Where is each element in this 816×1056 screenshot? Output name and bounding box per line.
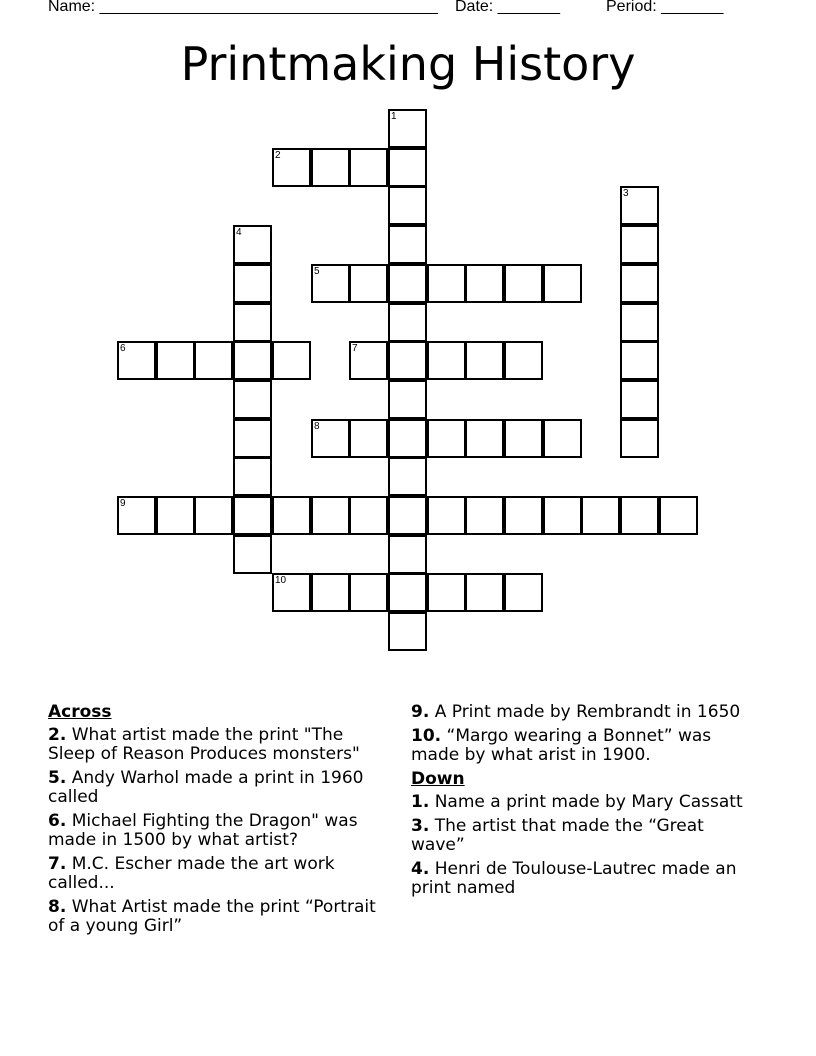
clue-down-4: 4. Henri de Toulouse-Lautrec made an print named <box>411 859 737 898</box>
crossword-cell[interactable] <box>388 573 427 612</box>
crossword-cell[interactable] <box>427 573 466 612</box>
crossword-cell[interactable] <box>233 303 272 342</box>
crossword-cell[interactable] <box>427 341 466 380</box>
clue-number: 6 <box>120 343 126 354</box>
across-clues <box>48 703 393 941</box>
crossword-cell[interactable] <box>311 496 350 535</box>
crossword-cell[interactable] <box>388 496 427 535</box>
crossword-cell[interactable] <box>233 496 272 535</box>
clue-down-3: 3. The artist that made the “Great wave” <box>411 816 704 855</box>
crossword-cell[interactable] <box>465 419 504 458</box>
crossword-cell[interactable] <box>233 225 272 264</box>
crossword-cell[interactable] <box>659 496 698 535</box>
crossword-cell[interactable] <box>427 496 466 535</box>
page-title: Printmaking History <box>180 37 636 91</box>
crossword-cell[interactable] <box>233 264 272 303</box>
crossword-cell[interactable] <box>465 264 504 303</box>
name-field[interactable]: Name: ______________________________________ <box>48 0 438 15</box>
clue-across-8: 8. What Artist made the print “Portrait of a young Girl” <box>48 897 376 936</box>
down-heading: Down <box>411 769 465 789</box>
crossword-cell[interactable] <box>311 573 350 612</box>
crossword-cell[interactable] <box>427 264 466 303</box>
crossword-cell[interactable] <box>233 419 272 458</box>
crossword-cell[interactable] <box>311 264 350 303</box>
crossword-cell[interactable] <box>233 380 272 419</box>
crossword-cell[interactable] <box>388 341 427 380</box>
crossword-cell[interactable] <box>233 341 272 380</box>
clue-across-5: 5. Andy Warhol made a print in 1960 called <box>48 768 364 807</box>
clue-number: 7 <box>352 343 358 354</box>
crossword-cell[interactable] <box>272 496 311 535</box>
crossword-cell[interactable] <box>272 148 311 187</box>
clue-number: 2 <box>275 150 281 161</box>
clue-across-7: 7. M.C. Escher made the art work called... <box>48 854 335 893</box>
crossword-cell[interactable] <box>620 380 659 419</box>
clue-number: 9 <box>120 498 126 509</box>
crossword-cell[interactable] <box>194 496 233 535</box>
crossword-cell[interactable] <box>620 341 659 380</box>
crossword-cell[interactable] <box>388 419 427 458</box>
across-heading: Across <box>48 702 112 722</box>
crossword-cell[interactable] <box>620 264 659 303</box>
crossword-cell[interactable] <box>156 341 195 380</box>
crossword-cell[interactable] <box>388 225 427 264</box>
crossword-cell[interactable] <box>349 419 388 458</box>
crossword-cell[interactable] <box>504 264 543 303</box>
crossword-cell[interactable] <box>620 186 659 225</box>
crossword-cell[interactable] <box>504 341 543 380</box>
crossword-cell[interactable] <box>388 109 427 148</box>
crossword-cell[interactable] <box>465 341 504 380</box>
clue-number: 1 <box>391 111 397 122</box>
crossword-cell[interactable] <box>272 573 311 612</box>
crossword-cell[interactable] <box>620 303 659 342</box>
clue-number: 10 <box>275 575 287 586</box>
crossword-cell[interactable] <box>620 419 659 458</box>
crossword-cell[interactable] <box>388 303 427 342</box>
crossword-cell[interactable] <box>117 341 156 380</box>
crossword-cell[interactable] <box>388 535 427 574</box>
date-field[interactable]: Date: _______ <box>455 0 560 15</box>
crossword-cell[interactable] <box>504 419 543 458</box>
clue-number: 8 <box>314 421 320 432</box>
crossword-cell[interactable] <box>504 573 543 612</box>
crossword-cell[interactable] <box>543 496 582 535</box>
crossword-cell[interactable] <box>465 573 504 612</box>
crossword-cell[interactable] <box>504 496 543 535</box>
clue-across-6: 6. Michael Fighting the Dragon" was made in 1500 by what artist? <box>48 811 358 850</box>
crossword-cell[interactable] <box>388 186 427 225</box>
crossword-cell[interactable] <box>311 419 350 458</box>
crossword-cell[interactable] <box>465 496 504 535</box>
crossword-cell[interactable] <box>349 573 388 612</box>
crossword-cell[interactable] <box>388 148 427 187</box>
clue-number: 4 <box>236 227 242 238</box>
crossword-cell[interactable] <box>233 457 272 496</box>
crossword-cell[interactable] <box>349 341 388 380</box>
crossword-cell[interactable] <box>581 496 620 535</box>
crossword-cell[interactable] <box>156 496 195 535</box>
crossword-cell[interactable] <box>194 341 233 380</box>
crossword-cell[interactable] <box>620 496 659 535</box>
clue-number: 3 <box>623 188 629 199</box>
period-field[interactable]: Period: _______ <box>606 0 724 15</box>
clue-across-9: 9. A Print made by Rembrandt in 1650 <box>411 702 741 722</box>
crossword-cell[interactable] <box>349 496 388 535</box>
crossword-cell[interactable] <box>427 419 466 458</box>
clue-down-1: 1. Name a print made by Mary Cassatt <box>411 792 743 812</box>
crossword-cell[interactable] <box>233 535 272 574</box>
clue-across-2: 2. What artist made the print "The Sleep of Reason Produces monsters" <box>48 725 360 764</box>
clue-number: 5 <box>314 266 320 277</box>
crossword-cell[interactable] <box>311 148 350 187</box>
crossword-cell[interactable] <box>388 457 427 496</box>
crossword-cell[interactable] <box>543 264 582 303</box>
crossword-cell[interactable] <box>388 380 427 419</box>
crossword-cell[interactable] <box>620 225 659 264</box>
crossword-cell[interactable] <box>117 496 156 535</box>
crossword-cell[interactable] <box>272 341 311 380</box>
crossword-cell[interactable] <box>543 419 582 458</box>
crossword-cell[interactable] <box>388 612 427 651</box>
crossword-cell[interactable] <box>388 264 427 303</box>
clue-across-10: 10. “Margo wearing a Bonnet” was made by what arist in 1900. <box>411 726 712 765</box>
crossword-cell[interactable] <box>349 264 388 303</box>
crossword-cell[interactable] <box>349 148 388 187</box>
across-down-clues <box>411 703 756 903</box>
